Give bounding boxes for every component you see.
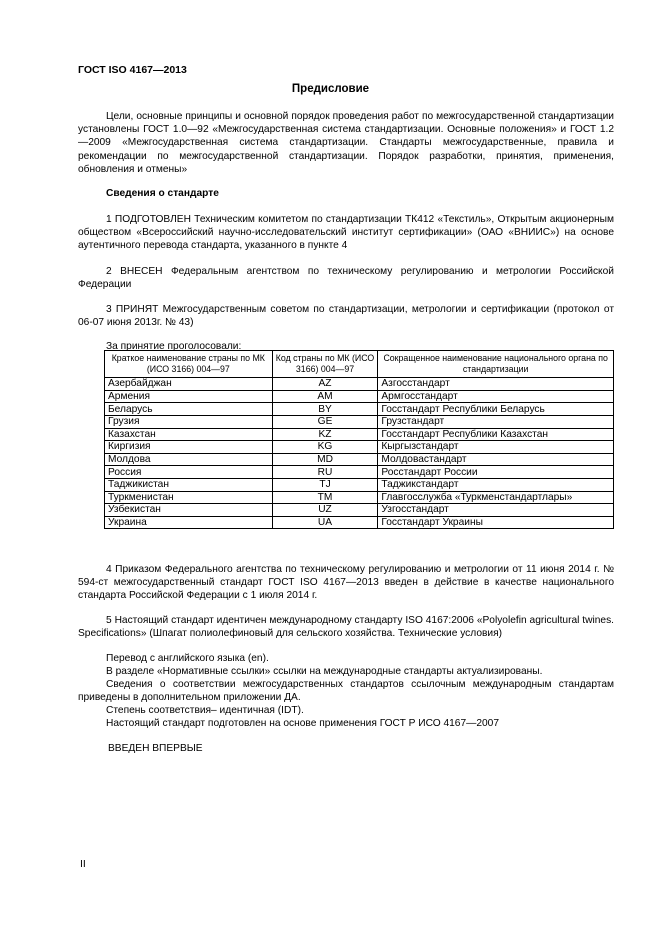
table-header-row (105, 351, 614, 378)
cell-code: MD (272, 453, 378, 466)
cell-code: KG (272, 441, 378, 454)
table-row (105, 428, 614, 441)
cell-body: Госстандарт Республики Беларусь (378, 403, 614, 416)
table-row (105, 390, 614, 403)
column-header-country: Краткое наименование страны по МК (ИСО 3166) 004—97 (105, 351, 273, 378)
item-6-paragraph: ВВЕДЕН ВПЕРВЫЕ (108, 743, 203, 754)
cell-country: Украина (105, 516, 273, 529)
item-5-degree: Степень соответствия– идентичная (IDT). (106, 705, 304, 716)
table-row (105, 504, 614, 517)
cell-body: Азгосстандарт (378, 378, 614, 391)
cell-country: Азербайджан (105, 378, 273, 391)
table-row (105, 478, 614, 491)
cell-body: Госстандарт Республики Казахстан (378, 428, 614, 441)
table-row (105, 403, 614, 416)
item-3-paragraph: 3 ПРИНЯТ Межгосударственным советом по стандартизации, метрологии и сертификации (протокол от 06-07 июня 2013г. № 43) (78, 304, 614, 329)
cell-body: Госстандарт Украины (378, 516, 614, 529)
column-header-code: Код страны по МК (ИСО 3166) 004—97 (272, 351, 378, 378)
cell-code: GE (272, 415, 378, 428)
table-row (105, 441, 614, 454)
vote-caption: За принятие проголосовали: (106, 341, 242, 352)
cell-country: Казахстан (105, 428, 273, 441)
intro-paragraph: Цели, основные принципы и основной порядок проведения работ по межгосударственной стандартизации установлены ГОСТ 1.0—92 «Межгосударственная система стандартизации. Основные положения» и ГОСТ 1.2—2009 «Межгосударственная система стандартизации. Стандарты межгосударственные, правила и рекомендации по межгосударственной стандартизации. Порядок разработки, принятия, применения, обновления и отмены» (78, 111, 614, 175)
item-5-normative-refs: В разделе «Нормативные ссылки» ссылки на международные стандарты актуализированы. (106, 666, 543, 677)
cell-code: TJ (272, 478, 378, 491)
cell-body: Росстандарт России (378, 466, 614, 479)
cell-code: KZ (272, 428, 378, 441)
section-heading: Сведения о стандарте (106, 188, 219, 199)
cell-country: Туркменистан (105, 491, 273, 504)
table-row (105, 491, 614, 504)
cell-country: Россия (105, 466, 273, 479)
cell-country: Беларусь (105, 403, 273, 416)
cell-country: Узбекистан (105, 504, 273, 517)
table-row (105, 466, 614, 479)
cell-country: Грузия (105, 415, 273, 428)
table-row (105, 516, 614, 529)
table-row (105, 378, 614, 391)
document-header: ГОСТ ISO 4167—2013 (78, 64, 187, 76)
cell-code: RU (272, 466, 378, 479)
item-5-basis: Настоящий стандарт подготовлен на основе применения ГОСТ Р ИСО 4167—2007 (106, 718, 499, 729)
cell-country: Таджикистан (105, 478, 273, 491)
cell-body: Главгосслужба «Туркменстандартлары» (378, 491, 614, 504)
voting-table (104, 350, 614, 529)
cell-code: TM (272, 491, 378, 504)
cell-code: AM (272, 390, 378, 403)
cell-body: Узгосстандарт (378, 504, 614, 517)
table-row (105, 453, 614, 466)
cell-body: Армгосстандарт (378, 390, 614, 403)
cell-body: Молдовастандарт (378, 453, 614, 466)
item-1-paragraph: 1 ПОДГОТОВЛЕН Техническим комитетом по стандартизации ТК412 «Текстиль», Открытым акционерным обществом «Всероссийский научно-исследовательский институт сертификации» (ОАО «ВНИИС») на основе аутентичного перевода стандарта, указанного в пункте 4 (78, 214, 614, 252)
item-5-paragraph: 5 Настоящий стандарт идентичен международному стандарту ISO 4167:2006 «Polyolefin agricultural twines. Specifications» (Шпагат полиолефиновый для сельского хозяйства. Технические условия) (78, 615, 614, 640)
cell-code: UZ (272, 504, 378, 517)
cell-country: Армения (105, 390, 273, 403)
item-5-translation: Перевод с английского языка (en). (106, 653, 269, 664)
cell-code: BY (272, 403, 378, 416)
cell-country: Молдова (105, 453, 273, 466)
item-2-paragraph: 2 ВНЕСЕН Федеральным агентством по техническому регулированию и метрологии Российской Федерации (78, 266, 614, 291)
item-5-conformity: Сведения о соответствии межгосударственных стандартов ссылочным международным стандартам приведены в дополнительном приложении ДА. (78, 679, 614, 704)
cell-code: AZ (272, 378, 378, 391)
item-4-paragraph: 4 Приказом Федерального агентства по техническому регулированию и метрологии от 11 июня 2014 г. № 594-ст межгосударственный стандарт ГОСТ ISO 4167—2013 введен в действие в качестве национального стандарта Российской Федерации с 1 июля 2014 г. (78, 564, 614, 602)
cell-body: Грузстандарт (378, 415, 614, 428)
column-header-body: Сокращенное наименование национального органа по стандартизации (378, 351, 614, 378)
cell-code: UA (272, 516, 378, 529)
cell-country: Киргизия (105, 441, 273, 454)
table-row (105, 415, 614, 428)
page-title: Предисловие (291, 83, 370, 95)
cell-body: Таджикстандарт (378, 478, 614, 491)
cell-body: Кыргызстандарт (378, 441, 614, 454)
page-number: II (80, 858, 86, 870)
